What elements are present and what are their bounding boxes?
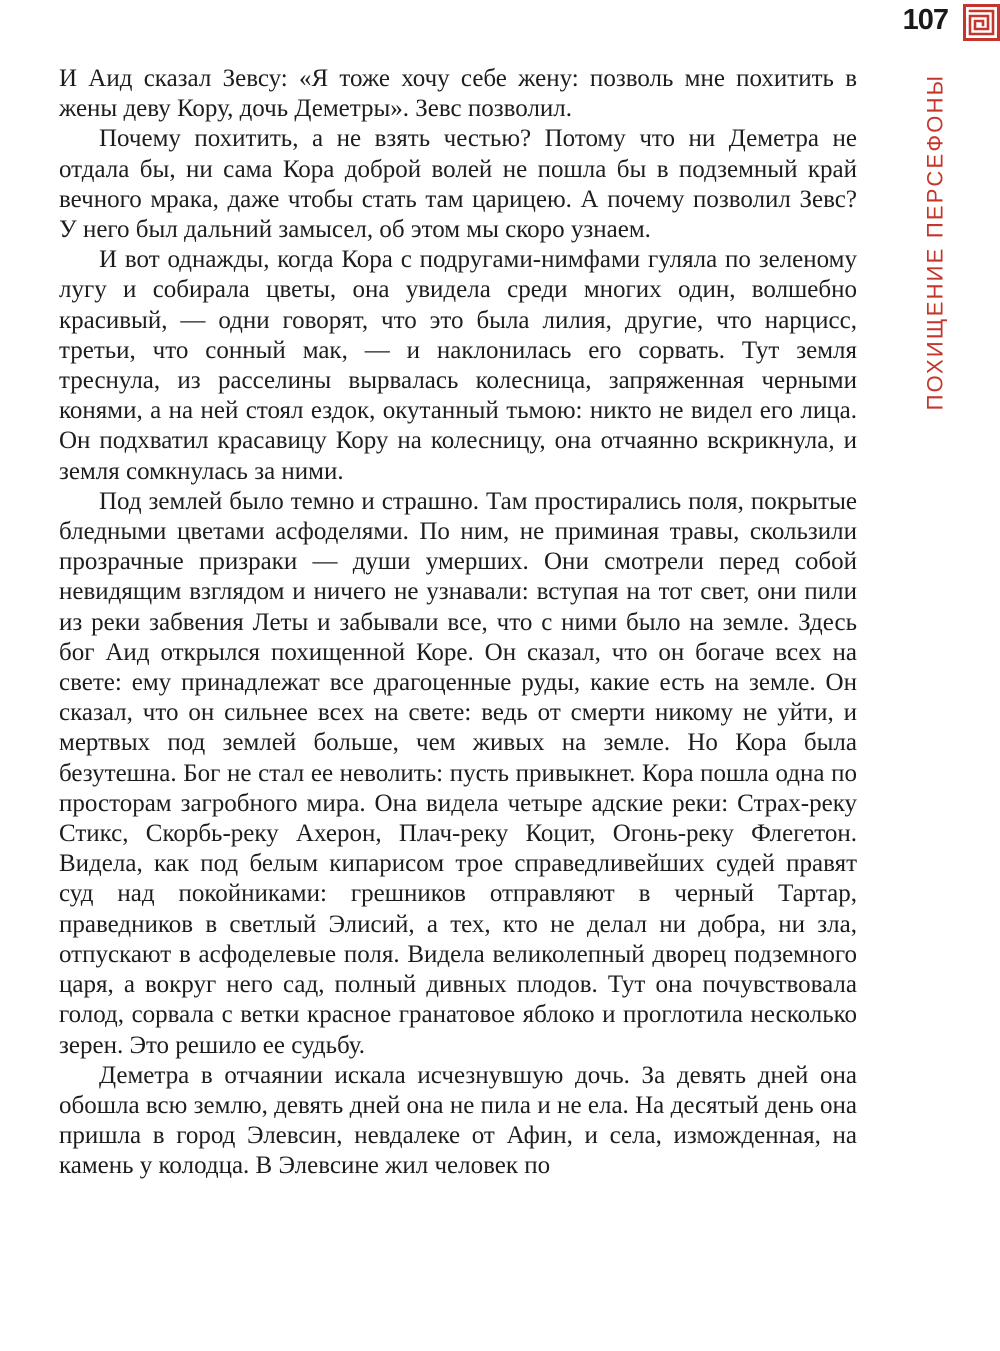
paragraph: И Аид сказал Зевсу: «Я тоже хочу себе жену: позволь мне похитить в жены деву Кору, дочь Деметры». Зевс позволил. [59, 65, 857, 123]
paragraph: Почему похитить, а не взять честью? Потому что ни Деметра не отдала бы, ни сама Кора доброй волей не пошла бы в подземный край вечного мрака, даже чтобы стать там царицею. А почему позволил Зевс? У него был дальний замысел, об этом мы скоро узнаем. [59, 125, 857, 244]
fret-ornament-icon [963, 4, 1000, 41]
page-number: 107 [902, 4, 948, 36]
paragraph: И вот однажды, когда Кора с подругами-нимфами гуляла по зеленому лугу и собирала цветы, она увидела среди многих один, волшебно красивый, — одни говорят, что это была лилия, другие, что нарцисс, третьи, что сонный мак, — и наклонилась его сорвать. Тут земля треснула, из расселины вырвалась колесница, запряженная черными конями, а на ней стоял ездок, окутанный тьмою: никто не видел его лица. Он подхватил красавицу Кору на колесницу, она отчаянно вскрикнула, и земля сомкнулась за ними. [59, 246, 857, 485]
paragraph: Под землей было темно и страшно. Там простирались поля, покрытые бледными цветами асфоделями. По ним, не приминая травы, скользили прозрачные призраки — души умерших. Они смотрели перед собой невидящим взглядом и ничего не узнавали: вступая на тот свет, они пили из реки забвения Леты и забывали все, что с ними было на земле. Здесь бог Аид открылся похищенной Коре. Он сказал, что он богаче всех на свете: ему принадлежат все драгоценные руды, какие есть на земле. Он сказал, что он сильнее всех на свете: ведь от смерти никому не уйти, и мертвых под землей больше, чем живых на земле. Но Кора была безутешна. Бог не стал ее неволить: пусть привыкнет. Кора пошла одна по просторам загробного мира. Она видела четыре адские реки: Страх-реку Стикс, Скорбь-реку Ахерон, Плач-реку Коцит, Огонь-реку Флегетон. Видела, как под белым кипарисом трое справедливейших судей правят суд над покойниками: грешников отправляют в черный Тартар, праведников в светлый Элисий, а тех, кто не делал ни добра, ни зла, отпускают в асфоделевые поля. Видела великолепный дворец подземного царя, а вокруг него сад, полный дивных плодов. Тут она почувствовала голод, сорвала с ветки красное гранатовое яблоко и проглотила несколько зерен. Это решило ее судьбу. [59, 487, 857, 1059]
running-head-title: ПОХИЩЕНИЕ ПЕРСЕФОНЫ [922, 73, 947, 411]
running-head [918, 72, 952, 412]
body-text [59, 64, 857, 1182]
paragraph: Деметра в отчаянии искала исчезнувшую дочь. За девять дней она обошла всю землю, девять дней она не пила и не ела. На десятый день она пришла в город Элевсин, невдалеке от Афин, и села, изможденная, на камень у колодца. В Элевсине жил человек по [59, 1061, 857, 1180]
